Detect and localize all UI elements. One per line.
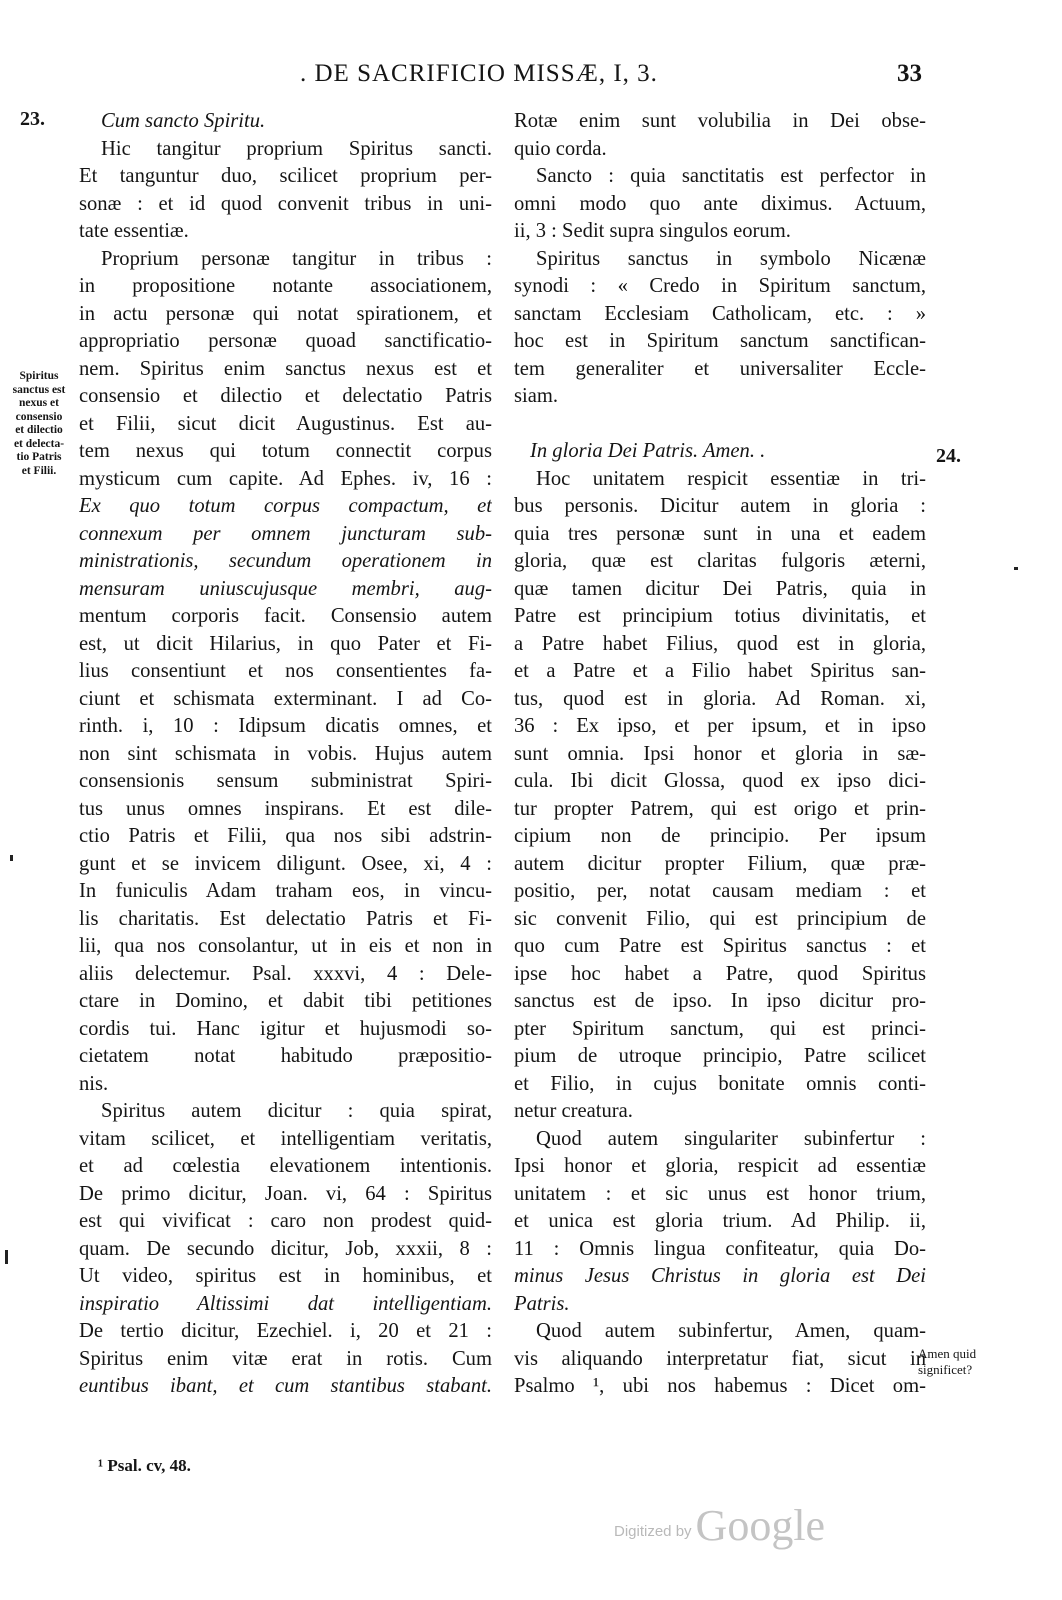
- scan-speck: [5, 1250, 8, 1264]
- text-line: tate essentiæ.: [79, 220, 189, 242]
- text-line: nem. Spiritus enim sanctus nexus est et: [79, 357, 492, 380]
- digitized-watermark: [614, 1500, 825, 1551]
- text-line: est, ut dicit Hilarius, in quo Pater et Fi-: [79, 632, 492, 655]
- text-line: in actu personæ qui notat spirationem, et: [79, 302, 492, 325]
- running-header: [0, 60, 1062, 92]
- text-line: cietatem notat habitudo præpositio-: [79, 1045, 492, 1067]
- text-line: ministrationis, secundum operationem in: [79, 550, 492, 572]
- text-line: sunt omnia. Ipsi honor et gloria in sæ-: [514, 742, 926, 765]
- text-line: mensuram uniuscujusque membri, aug-: [79, 577, 492, 600]
- text-line: et a Patre et a Filio habet Spiritus san-: [514, 660, 926, 682]
- text-line: rinth. i, 10 : Idipsum dicatis omnes, et: [79, 715, 492, 737]
- text-line: consensio et dilectio et delectatio Patris: [79, 385, 492, 407]
- text-line: sanctam Ecclesiam Catholicam, etc. : »: [514, 302, 926, 325]
- text-line: tus, quod est in gloria. Ad Roman. xi,: [514, 687, 926, 710]
- text-line: Psalmo ¹, ubi nos habemus : Dicet om-: [514, 1375, 926, 1397]
- text-line: positio, per, notat causam mediam : et: [514, 880, 926, 902]
- text-line: Et tanguntur duo, scilicet proprium per-: [79, 165, 492, 187]
- text-line: Ipsi honor et gloria, respicit ad essentiæ: [514, 1155, 926, 1177]
- text-line: gunt et se invicem diligunt. Osee, xi, 4 :: [79, 852, 492, 875]
- text-line: Proprium personæ tangitur in tribus :: [101, 247, 492, 270]
- section-number-right: 24.: [936, 445, 961, 467]
- text-line: euntibus ibant, et cum stantibus stabant.: [79, 1375, 492, 1397]
- text-line: minus Jesus Christus in gloria est Dei: [514, 1265, 926, 1287]
- text-line: ipse hoc habet a Patre, quod Spiritus: [514, 962, 926, 985]
- text-line: et unica est gloria trium. Ad Philip. ii,: [514, 1210, 926, 1232]
- text-line: ctio Patris et Filii, qua nos sibi adstrin-: [79, 825, 492, 847]
- text-line: omni modo quo ante diximus. Actuum,: [514, 192, 926, 215]
- text-line: Hoc unitatem respicit essentiæ in tri-: [536, 467, 926, 490]
- text-line: siam.: [514, 385, 559, 407]
- text-line: consensionis sensum subministrat Spiri-: [79, 770, 492, 792]
- scan-speck: [1014, 567, 1018, 570]
- text-line: sonæ : et id quod convenit tribus in uni-: [79, 192, 492, 215]
- text-line: in propositione notante associationem,: [79, 275, 492, 297]
- text-line: quæ tamen dicitur Dei Patris, quia in: [514, 577, 926, 600]
- text-line: Ut video, spiritus est in hominibus, et: [79, 1265, 492, 1287]
- scan-speck: [10, 855, 13, 861]
- text-line: De tertio dicitur, Ezechiel. i, 20 et 21 :: [79, 1320, 492, 1342]
- text-line: ciunt et schismata exterminant. I ad Co-: [79, 687, 492, 710]
- text-line: pium de utroque principio, Patre scilicet: [514, 1045, 926, 1067]
- text-line: vis aliquando interpretatur fiat, sicut in: [514, 1347, 926, 1370]
- text-line: inspiratio Altissimi dat intelligentiam.: [79, 1292, 492, 1315]
- text-line: gloria, quæ est claritas fulgoris æterni,: [514, 550, 926, 572]
- text-line: sanctus est de ipso. In ipso dicitur pro-: [514, 990, 926, 1012]
- text-line: Patris.: [514, 1292, 570, 1315]
- text-line: De primo dicitur, Joan. vi, 64 : Spiritus: [79, 1182, 492, 1205]
- text-line: Quod autem subinfertur, Amen, quam-: [536, 1320, 926, 1342]
- left-column: [79, 108, 492, 1401]
- text-line: quia tres personæ sunt in una et eadem: [514, 522, 926, 545]
- text-line: lii, qua nos consolantur, ut in eis et non in: [79, 935, 492, 957]
- watermark-prefix: Digitized by: [614, 1523, 692, 1540]
- text-line: unitatem : et sic unus est honor trium,: [514, 1182, 926, 1205]
- text-line: mysticum cum capite. Ad Ephes. iv, 16 :: [79, 467, 492, 490]
- text-line: Spiritus sanctus in symbolo Nicænæ: [536, 247, 926, 270]
- text-line: nis.: [79, 1072, 109, 1095]
- text-line: cula. Ibi dicit Glossa, quod ex ipso dici-: [514, 770, 926, 792]
- text-line: In gloria Dei Patris. Amen. .: [530, 440, 766, 462]
- margin-note-amen: Amen quid significet?: [918, 1346, 977, 1377]
- text-line: est qui vivificat : caro non prodest quid-: [79, 1210, 492, 1232]
- text-line: tem nexus qui totum connectit corpus: [79, 440, 492, 462]
- text-line: Spiritus autem dicitur : quia spirat,: [101, 1100, 492, 1122]
- text-line: Ex quo totum corpus compactum, et: [79, 495, 492, 517]
- text-line: Spiritus enim vitæ erat in rotis. Cum: [79, 1347, 492, 1370]
- text-line: quio corda.: [514, 137, 607, 160]
- watermark-brand: Google: [695, 1501, 826, 1550]
- text-line: cipium non de principio. Per ipsum: [514, 825, 926, 847]
- text-line: Sancto : quia sanctitatis est perfector in: [536, 165, 926, 187]
- text-line: bus personis. Dicitur autem in gloria :: [514, 495, 926, 517]
- text-line: Cum sancto Spiritu.: [101, 110, 266, 132]
- text-line: synodi : « Credo in Spiritum sanctum,: [514, 275, 926, 297]
- footnote: ¹ Psal. cv, 48.: [98, 1456, 191, 1475]
- text-line: mentum corporis facit. Consensio autem: [79, 605, 492, 627]
- running-title: . DE SACRIFICIO MISSÆ, I, 3.: [300, 60, 658, 87]
- text-line: 36 : Ex ipso, et per ipsum, et in ipso: [514, 715, 926, 737]
- text-line: a Patre habet Filius, quod est in gloria,: [514, 632, 926, 655]
- section-number-left: 23.: [20, 108, 45, 130]
- margin-note-spiritus: Spiritus sanctus est nexus et consensio et dilectio et delecta- tio Patris et Filii.: [12, 370, 66, 477]
- text-line: appropriatio personæ quoad sanctificatio-: [79, 330, 492, 352]
- text-line: non sint schismata in vobis. Hujus autem: [79, 742, 492, 765]
- text-line: sic convenit Filio, qui est principium de: [514, 907, 926, 930]
- text-line: et Filio, in cujus bonitate omnis conti-: [514, 1072, 926, 1095]
- text-line: In funiculis Adam traham eos, in vincu-: [79, 880, 492, 902]
- text-line: quam. De secundo dicitur, Job, xxxii, 8 :: [79, 1237, 492, 1260]
- text-line: ctare in Domino, et dabit tibi petitiones: [79, 990, 492, 1012]
- text-line: connexum per omnem juncturam sub-: [79, 522, 492, 545]
- page-number: 33: [897, 60, 922, 87]
- text-line: Hic tangitur proprium Spiritus sancti.: [101, 137, 492, 160]
- text-line: autem dicitur propter Filium, quæ præ-: [514, 852, 926, 875]
- text-line: cordis tui. Hanc igitur et hujusmodi so-: [79, 1017, 492, 1040]
- text-line: pter Spiritum sanctum, qui est princi-: [514, 1017, 926, 1040]
- text-line: et ad cœlestia elevationem intentionis.: [79, 1155, 492, 1177]
- text-line: lis charitatis. Est delectatio Patris et Fi-: [79, 907, 492, 930]
- text-line: 11 : Omnis lingua confiteatur, quia Do-: [514, 1237, 926, 1260]
- text-line: netur creatura.: [514, 1100, 633, 1122]
- text-line: tem generaliter et universaliter Eccle-: [514, 357, 926, 380]
- text-line: quo cum Patre est Spiritus sanctus : et: [514, 935, 926, 957]
- text-line: lius consentiunt et nos consentientes fa-: [79, 660, 492, 682]
- text-line: tur propter Patrem, qui est origo et prin-: [514, 797, 926, 820]
- text-line: hoc est in Spiritum sanctum sanctifican-: [514, 330, 926, 352]
- text-line: Quod autem singulariter subinfertur :: [536, 1127, 926, 1150]
- text-line: et Filii, sicut dicit Augustinus. Est au-: [79, 412, 492, 435]
- text-line: tus unus omnes inspirans. Et est dile-: [79, 797, 492, 820]
- text-line: ii, 3 : Sedit supra singulos eorum.: [514, 220, 791, 242]
- text-line: Patre est principium totius divinitatis, et: [514, 605, 926, 627]
- blank-line: [514, 411, 926, 439]
- text-line: vitam scilicet, et intelligentiam veritatis,: [79, 1127, 492, 1150]
- text-line: aliis delectemur. Psal. xxxvi, 4 : Dele-: [79, 962, 492, 985]
- right-column: [514, 108, 926, 1401]
- text-line: Rotæ enim sunt volubilia in Dei obse-: [514, 110, 926, 132]
